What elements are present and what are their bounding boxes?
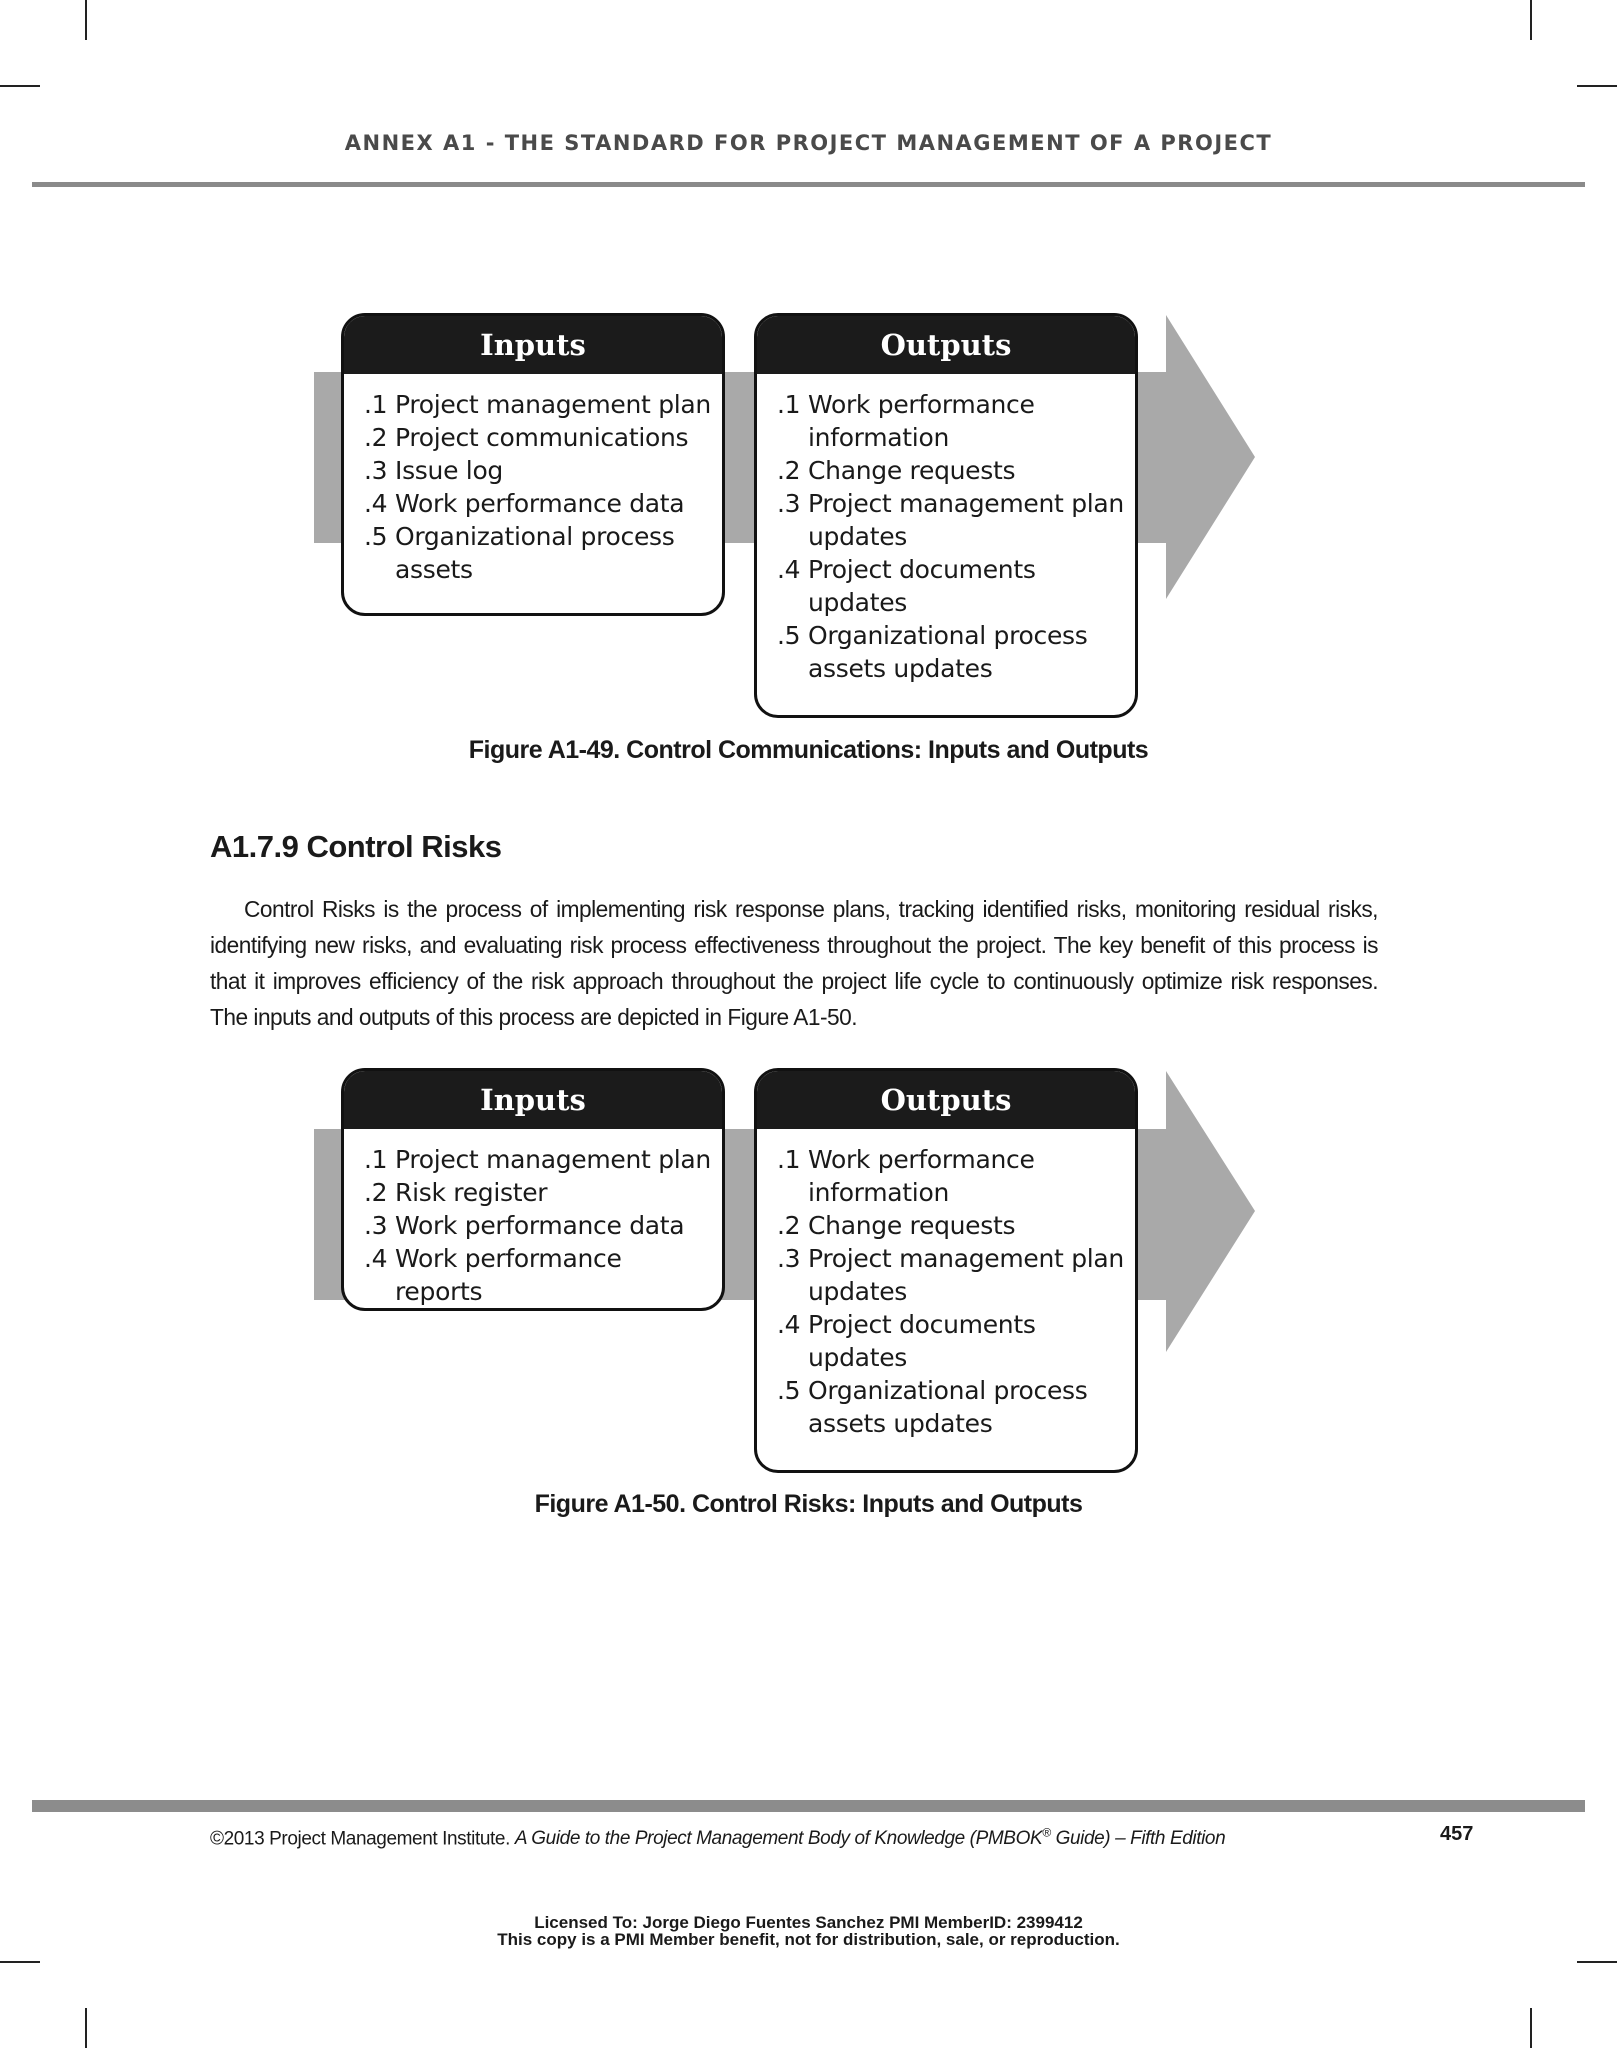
- item-text: Work performance reports: [395, 1244, 622, 1306]
- list-item: [777, 454, 1125, 487]
- inputs-title: Inputs: [344, 1071, 722, 1129]
- list-item: [777, 388, 1125, 454]
- inputs-title: Inputs: [344, 316, 722, 374]
- crop-mark: [0, 1961, 40, 1963]
- book-title-suffix: Guide) – Fifth Edition: [1050, 1828, 1226, 1850]
- footer-citation: [210, 1826, 1225, 1850]
- item-text: Organizational process assets updates: [808, 1376, 1088, 1438]
- item-number: .3: [364, 456, 388, 485]
- inputs-list: [344, 374, 722, 586]
- book-title: [515, 1828, 1225, 1849]
- footer-rule: [32, 1800, 1585, 1812]
- figure-control-communications: [0, 310, 1617, 720]
- item-number: .4: [777, 555, 801, 584]
- outputs-box: [754, 313, 1138, 718]
- item-text: Project management plan: [395, 1145, 711, 1174]
- item-text: Issue log: [395, 456, 504, 485]
- list-item: [364, 1176, 712, 1209]
- outputs-list: [757, 1129, 1135, 1440]
- item-number: .1: [364, 1145, 388, 1174]
- header-rule: [32, 182, 1585, 187]
- item-text: Project management plan: [395, 390, 711, 419]
- book-title-text: A Guide to the Project Management Body of Knowledge (PMBOK: [514, 1828, 1043, 1850]
- item-text: Work performance data: [395, 1211, 685, 1240]
- item-number: .1: [364, 390, 388, 419]
- body-paragraph: Control Risks is the process of implementing risk response plans, tracking identified risks, monitoring residual risks, identifying new risks, and evaluating risk process effectiveness throughout the project. The key benefit of this process is that it improves efficiency of the risk approach throughout the project life cycle to continuously optimize risk responses. The inputs and outputs of this process are depicted in Figure A1-50.: [210, 896, 1378, 1030]
- list-item: [364, 487, 712, 520]
- list-item: [777, 1374, 1125, 1440]
- item-number: .3: [777, 489, 801, 518]
- item-number: .5: [777, 1376, 801, 1405]
- list-item: [364, 1209, 712, 1242]
- item-text: Organizational process assets: [395, 522, 675, 584]
- item-text: Change requests: [808, 456, 1016, 485]
- item-text: Work performance information: [808, 1145, 1035, 1207]
- item-text: Project documents updates: [808, 1310, 1036, 1372]
- figure-caption: Figure A1-49. Control Communications: Inputs and Outputs: [468, 736, 1149, 764]
- item-number: .2: [364, 1178, 388, 1207]
- item-text: Organizational process assets updates: [808, 621, 1088, 683]
- item-number: .1: [777, 1145, 801, 1174]
- list-item: [777, 619, 1125, 685]
- item-number: .4: [777, 1310, 801, 1339]
- list-item: [777, 1143, 1125, 1209]
- outputs-title: Outputs: [757, 316, 1135, 374]
- page-number: 457: [1440, 1823, 1474, 1845]
- figure-caption: Figure A1-50. Control Risks: Inputs and Outputs: [534, 1490, 1083, 1518]
- item-number: .5: [777, 621, 801, 650]
- registered-mark: ®: [1042, 1826, 1051, 1840]
- item-number: .5: [364, 522, 388, 551]
- crop-mark: [1577, 85, 1617, 87]
- item-text: Risk register: [395, 1178, 548, 1207]
- inputs-box: [341, 1068, 725, 1311]
- item-number: .3: [364, 1211, 388, 1240]
- item-text: Project communications: [395, 423, 689, 452]
- running-header: ANNEX A1 - THE STANDARD FOR PROJECT MANAGEMENT OF A PROJECT: [344, 131, 1273, 155]
- list-item: [777, 487, 1125, 553]
- crop-mark: [0, 85, 40, 87]
- section-heading: A1.7.9 Control Risks: [210, 829, 502, 864]
- license-line-2: This copy is a PMI Member benefit, not for distribution, sale, or reproduction.: [497, 1930, 1120, 1949]
- outputs-title: Outputs: [757, 1071, 1135, 1129]
- list-item: [364, 520, 712, 586]
- crop-mark: [1530, 2008, 1532, 2048]
- item-text: Project management plan updates: [808, 489, 1124, 551]
- list-item: [364, 421, 712, 454]
- item-text: Project documents updates: [808, 555, 1036, 617]
- item-number: .3: [777, 1244, 801, 1273]
- item-number: .4: [364, 489, 388, 518]
- item-number: .1: [777, 390, 801, 419]
- license-line-1: Licensed To: Jorge Diego Fuentes Sanchez PMI MemberID: 2399412: [534, 1913, 1083, 1932]
- list-item: [364, 1242, 712, 1308]
- item-text: Work performance information: [808, 390, 1035, 452]
- inputs-box: [341, 313, 725, 616]
- copyright-text: ©2013 Project Management Institute.: [210, 1828, 515, 1850]
- list-item: [777, 1242, 1125, 1308]
- item-number: .2: [777, 456, 801, 485]
- list-item: [364, 388, 712, 421]
- list-item: [364, 1143, 712, 1176]
- outputs-box: [754, 1068, 1138, 1473]
- outputs-list: [757, 374, 1135, 685]
- figure-control-risks: [0, 1065, 1617, 1475]
- item-number: .4: [364, 1244, 388, 1273]
- list-item: [777, 553, 1125, 619]
- list-item: [364, 454, 712, 487]
- crop-mark: [85, 0, 87, 40]
- item-text: Change requests: [808, 1211, 1016, 1240]
- item-number: .2: [777, 1211, 801, 1240]
- crop-mark: [1577, 1961, 1617, 1963]
- inputs-list: [344, 1129, 722, 1308]
- crop-mark: [85, 2008, 87, 2048]
- item-text: Project management plan updates: [808, 1244, 1124, 1306]
- item-text: Work performance data: [395, 489, 685, 518]
- crop-mark: [1530, 0, 1532, 40]
- list-item: [777, 1308, 1125, 1374]
- item-number: .2: [364, 423, 388, 452]
- list-item: [777, 1209, 1125, 1242]
